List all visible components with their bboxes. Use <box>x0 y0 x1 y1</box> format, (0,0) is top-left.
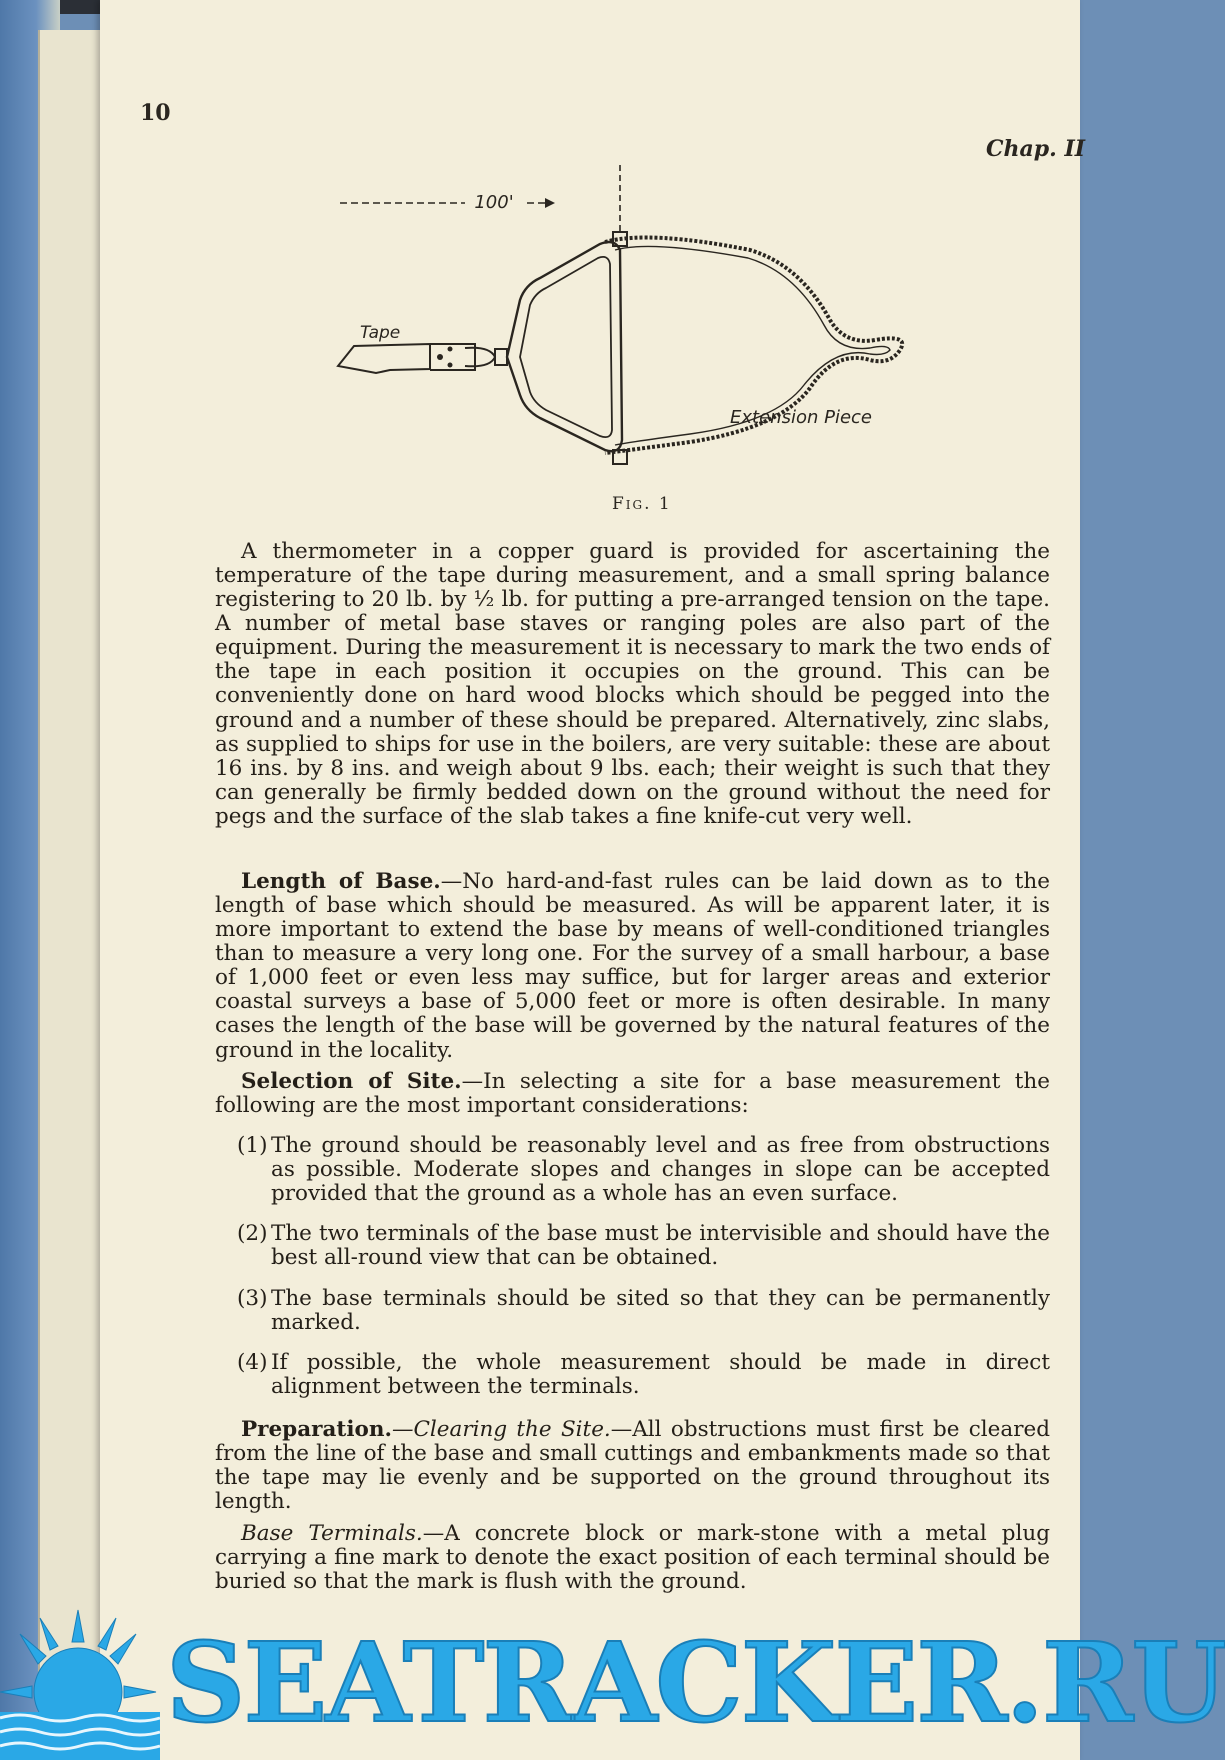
list-item <box>215 1351 1050 1399</box>
list-item-number: (1) <box>237 1133 268 1159</box>
figure-tape-stretcher <box>330 160 990 520</box>
list-item-text: The ground should be reasonably level and as free from obstructions as possible. Moderate slopes and changes in slope can be accepted provided that the ground as a whole has an even surface. <box>271 1133 1050 1207</box>
rivet <box>437 354 443 360</box>
page-number: 10 <box>140 100 171 126</box>
extension-piece-label: Extension Piece <box>730 407 872 428</box>
rivet <box>448 363 453 368</box>
list-item-text: The two terminals of the base must be intervisible and should have the best all-round view that can be obtained. <box>271 1221 1050 1271</box>
rivet <box>448 347 453 352</box>
list-item <box>215 1287 1050 1335</box>
list-item-number: (4) <box>237 1349 268 1375</box>
dimension-label: 100' <box>474 192 514 213</box>
paragraph-text: —No hard-and-fast rules can be laid down as to the length of base which should be measured. As will be apparent later, it is more important to extend the base by means of well-conditioned triangles than to measure a very long one. For the survey of a small harbour, a base of 1,000 feet or even less may suffice, but for larger areas and exterior coastal surveys a base of 5,000 feet or more is often desirable. In many cases the length of the base will be governed by the natural features of the ground in the locality. <box>215 869 1050 1063</box>
tape-strip <box>338 344 430 373</box>
paragraph-selection-of-site <box>215 1070 1050 1399</box>
list-item-number: (3) <box>237 1285 268 1311</box>
figure-caption: Fig. 1 <box>612 494 672 514</box>
section-heading: Preparation. <box>241 1417 392 1442</box>
list-item <box>215 1222 1050 1270</box>
paragraph-preparation <box>215 1418 1050 1595</box>
paragraph-thermometer <box>215 540 1050 829</box>
list-item <box>215 1134 1050 1206</box>
watermark-text: SEATRACKER.RU <box>166 1618 1225 1747</box>
chapter-label: Chap. II <box>986 136 1086 162</box>
section-heading: Base Terminals. <box>241 1521 423 1547</box>
section-heading: Selection of Site. <box>241 1069 462 1094</box>
paragraph-length-of-base <box>215 870 1050 1063</box>
list-item-text: The base terminals should be sited so that they can be permanently marked. <box>271 1285 1050 1335</box>
paragraph-text: —A concrete block or mark-stone with a metal plug carrying a fine mark to denote the exact position of each terminal should be buried so that the mark is flush with the ground. <box>215 1521 1050 1595</box>
list-item-number: (2) <box>237 1221 268 1247</box>
section-subheading: —Clearing the Site. <box>391 1417 611 1442</box>
paragraph-text: —In selecting a site for a base measurement the following are the most important considerations: <box>215 1069 1050 1119</box>
dimension-arrowhead <box>545 198 555 208</box>
clip-block <box>495 349 507 365</box>
tape-clip <box>465 348 495 367</box>
tape-label: Tape <box>360 323 401 343</box>
list-item-text: If possible, the whole measurement should be made in direct alignment between the terminals. <box>271 1349 1050 1399</box>
handle-frame-inner <box>520 257 612 437</box>
paragraph-text: A thermometer in a copper guard is provided for ascertaining the temperature of the tape during measurement, and a small spring balance registering to 20 lb. by ½ lb. for putting a pre-arranged tension on the tape. A number of metal base staves or ranging poles are also part of the equipment. During the measurement it is necessary to mark the two ends of the tape in each position it occupies on the ground. This can be conveniently done on hard wood blocks which should be pegged into the ground and a number of these should be prepared. Alternatively, zinc slabs, as supplied to ships for use in the boilers, are very suitable: these are about 16 ins. by 8 ins. and weigh about 9 lbs. each; their weight is such that they can generally be firmly bedded down on the ground without the need for pegs and the surface of the slab takes a fine knife-cut very well. <box>215 539 1050 829</box>
section-heading: Length of Base. <box>241 869 441 894</box>
paragraph-text: —All obstructions must first be cleared from the line of the base and small cuttings and embankments made so that the tape may lie evenly and be supported on the ground throughout its length. <box>215 1417 1050 1515</box>
